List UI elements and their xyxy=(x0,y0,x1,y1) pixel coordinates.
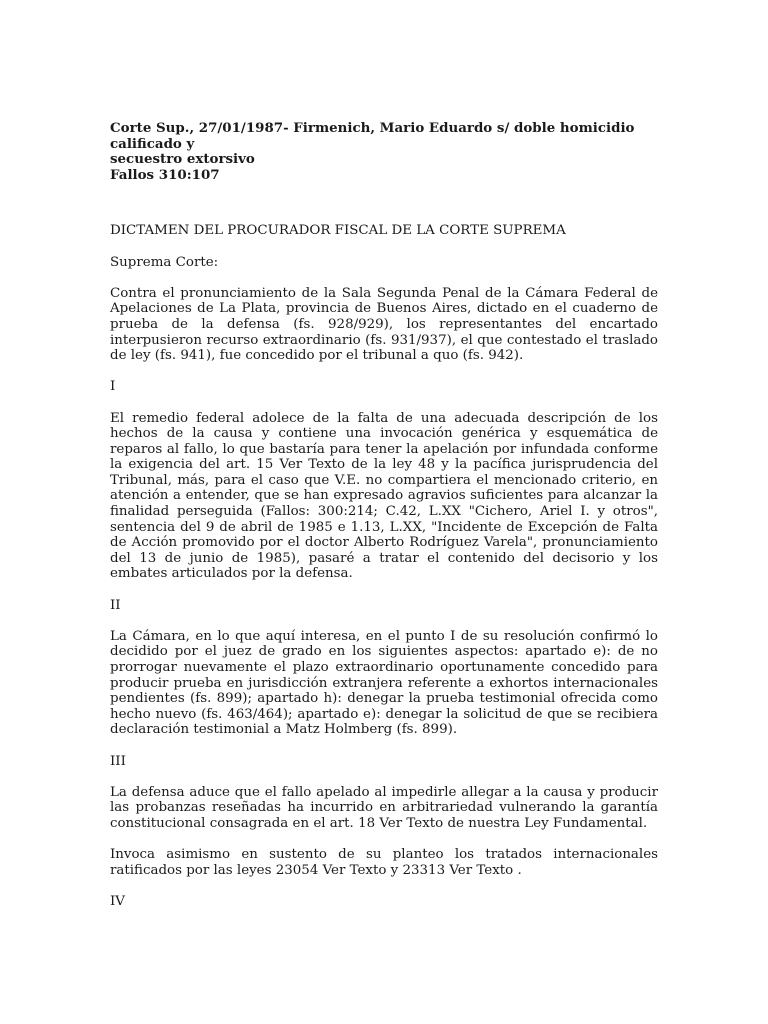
salutation: Suprema Corte: xyxy=(110,254,219,270)
section-heading-2: II xyxy=(110,597,121,613)
section-heading-4: IV xyxy=(110,893,125,909)
section-heading-3: III xyxy=(110,753,126,769)
section-3-paragraph: La defensa aduce que el fallo apelado al impedirle allegar a la causa y producir las probanzas reseñadas ha incurrido en arbitrariedad vulnerando la garantía constitucional consagrada en el art. 18 Ver Texto de nuestra Ley Fundamental. xyxy=(110,784,658,831)
fallos-reference: Fallos 310:107 xyxy=(110,166,220,183)
document-title: DICTAMEN DEL PROCURADOR FISCAL DE LA CORTE SUPREMA xyxy=(110,223,566,239)
document-page xyxy=(110,121,658,910)
case-header xyxy=(110,121,658,183)
intro-paragraph: Contra el pronunciamiento de la Sala Segunda Penal de la Cámara Federal de Apelaciones de La Plata, provincia de Buenos Aires, dictado en el cuaderno de prueba de la defensa (fs. 928/929), los representantes del encartado interpusieron recurso extraordinario (fs. 931/937), el que contestado el traslado de ley (fs. 941), fue concedido por el tribunal a quo (fs. 942). xyxy=(110,285,658,364)
section-3-paragraph-2: Invoca asimismo en sustento de su planteo los tratados internacionales ratificados por las leyes 23054 Ver Texto y 23313 Ver Texto . xyxy=(110,847,658,878)
case-citation-line-2: secuestro extorsivo xyxy=(110,151,255,168)
section-heading-1: I xyxy=(110,379,116,395)
case-citation-line-1: Corte Sup., 27/01/1987- Firmenich, Mario Eduardo s/ doble homicidio calificado y xyxy=(110,120,635,152)
section-2-paragraph: La Cámara, en lo que aquí interesa, en el punto I de su resolución confirmó lo decidido por el juez de grado en los siguientes aspectos: apartado e): de no prorrogar nuevamente el plazo extraordinario oportunamente concedido para producir prueba en jurisdicción extranjera referente a exhortos internacionales pendientes (fs. 899); apartado h): denegar la prueba testimonial ofrecida como hecho nuevo (fs. 463/464); apartado e): denegar la solicitud de que se recibiera declaración testimonial a Matz Holmberg (fs. 899). xyxy=(110,628,658,738)
section-1-paragraph: El remedio federal adolece de la falta de una adecuada descripción de los hechos de la causa y contiene una invocación genérica y esquemática de reparos al fallo, lo que bastaría para tener la apelación por infundada conforme la exigencia del art. 15 Ver Texto de la ley 48 y la pacífica jurisprudencia del Tribunal, más, para el caso que V.E. no compartiera el mencionado criterio, en atención a entender, que se han expresado agravios suficientes para alcanzar la finalidad perseguida (Fallos: 300:214; C.42, L.XX "Cichero, Ariel I. y otros", sentencia del 9 de abril de 1985 e 1.13, L.XX, "Incidente de Excepción de Falta de Acción promovido por el doctor Alberto Rodríguez Varela", pronunciamiento del 13 de junio de 1985), pasaré a tratar el contenido del decisorio y los embates articulados por la defensa. xyxy=(110,410,658,582)
